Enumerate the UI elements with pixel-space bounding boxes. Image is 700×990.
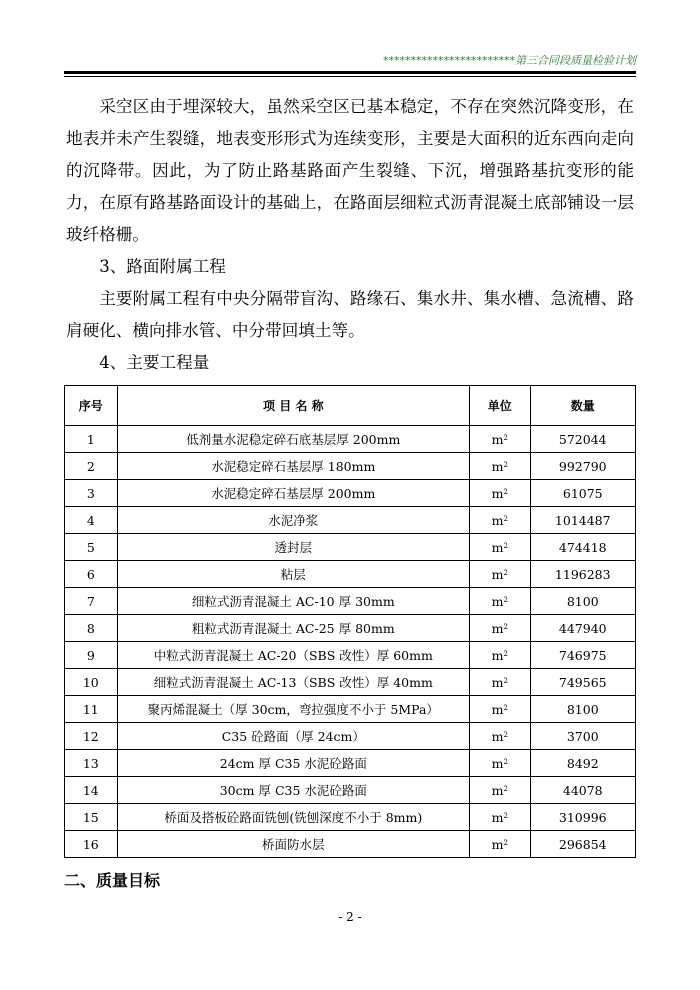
cell-qty: 44078 [530, 777, 635, 804]
cell-no: 9 [65, 642, 118, 669]
document-body [66, 91, 634, 379]
cell-unit [470, 615, 530, 642]
cell-qty: 296854 [530, 831, 635, 858]
cell-qty: 8492 [530, 750, 635, 777]
cell-qty: 61075 [530, 480, 635, 507]
unit-base: m [491, 728, 504, 744]
unit-superscript: 2 [503, 622, 508, 631]
table-row [65, 804, 636, 831]
cell-name: 聚丙烯混凝土（厚 30cm，弯拉强度不小于 5MPa） [117, 696, 469, 723]
cell-qty: 746975 [530, 642, 635, 669]
cell-no: 4 [65, 507, 118, 534]
cell-unit [470, 588, 530, 615]
cell-name: 细粒式沥青混凝土 AC-10 厚 30mm [117, 588, 469, 615]
cell-name: C35 砼路面（厚 24cm） [117, 723, 469, 750]
unit-superscript: 2 [503, 838, 508, 847]
cell-no: 5 [65, 534, 118, 561]
heading-main-quantities: 4、主要工程量 [99, 353, 210, 372]
cell-no: 7 [65, 588, 118, 615]
cell-qty: 572044 [530, 426, 635, 453]
cell-unit [470, 777, 530, 804]
unit-superscript: 2 [503, 487, 508, 496]
cell-no: 15 [65, 804, 118, 831]
cell-unit [470, 507, 530, 534]
paragraph-goaf: 采空区由于埋深较大，虽然采空区已基本稳定，不存在突然沉降变形，在地表并未产生裂缝，地表变形形式为连续变形，主要是大面积的近东西向走向的沉降带。因此，为了防止路基路面产生裂缝、下沉，增强路基抗变形的能力，在原有路基路面设计的基础上，在路面层细粒式沥青混凝土底部铺设一层玻纤格栅。 [66, 97, 634, 244]
quantities-table [64, 385, 636, 858]
page-number: - 2 - [338, 910, 362, 924]
cell-name: 低剂量水泥稳定碎石底基层厚 200mm [117, 426, 469, 453]
unit-base: m [491, 755, 504, 771]
cell-qty: 749565 [530, 669, 635, 696]
cell-unit [470, 426, 530, 453]
table-row [65, 669, 636, 696]
cell-name: 水泥稳定碎石基层厚 200mm [117, 480, 469, 507]
cell-qty: 447940 [530, 615, 635, 642]
table-row [65, 642, 636, 669]
cell-name: 中粒式沥青混凝土 AC-20（SBS 改性）厚 60mm [117, 642, 469, 669]
table-row [65, 831, 636, 858]
heading-pavement-ancillary: 3、路面附属工程 [99, 257, 226, 276]
cell-name: 24cm 厚 C35 水泥砼路面 [117, 750, 469, 777]
cell-unit [470, 453, 530, 480]
section-quality-goals-title: 二、质量目标 [64, 871, 161, 890]
unit-superscript: 2 [503, 784, 508, 793]
cell-qty: 1196283 [530, 561, 635, 588]
table-row [65, 588, 636, 615]
cell-qty: 992790 [530, 453, 635, 480]
cell-unit [470, 696, 530, 723]
header-rule-thin [64, 76, 636, 77]
cell-name: 粘层 [117, 561, 469, 588]
cell-name: 水泥净浆 [117, 507, 469, 534]
cell-no: 16 [65, 831, 118, 858]
cell-name: 粗粒式沥青混凝土 AC-25 厚 80mm [117, 615, 469, 642]
table-row [65, 534, 636, 561]
cell-unit [470, 669, 530, 696]
cell-no: 13 [65, 750, 118, 777]
unit-superscript: 2 [503, 757, 508, 766]
unit-base: m [491, 566, 504, 582]
unit-superscript: 2 [503, 460, 508, 469]
table-header-row [65, 386, 636, 426]
cell-name: 水泥稳定碎石基层厚 180mm [117, 453, 469, 480]
cell-no: 2 [65, 453, 118, 480]
unit-superscript: 2 [503, 568, 508, 577]
cell-name: 细粒式沥青混凝土 AC-13（SBS 改性）厚 40mm [117, 669, 469, 696]
col-header-unit: 单位 [470, 386, 530, 426]
cell-no: 12 [65, 723, 118, 750]
table-row [65, 723, 636, 750]
table-row [65, 561, 636, 588]
unit-base: m [491, 647, 504, 663]
unit-superscript: 2 [503, 595, 508, 604]
cell-unit [470, 804, 530, 831]
cell-unit [470, 642, 530, 669]
unit-base: m [491, 539, 504, 555]
cell-unit [470, 480, 530, 507]
cell-name: 桥面及搭板砼路面铣刨(铣刨深度不小于 8mm) [117, 804, 469, 831]
unit-superscript: 2 [503, 514, 508, 523]
table-row [65, 426, 636, 453]
unit-base: m [491, 431, 504, 447]
unit-superscript: 2 [503, 703, 508, 712]
unit-base: m [491, 458, 504, 474]
cell-name: 30cm 厚 C35 水泥砼路面 [117, 777, 469, 804]
unit-superscript: 2 [503, 730, 508, 739]
cell-qty: 1014487 [530, 507, 635, 534]
table-row [65, 615, 636, 642]
cell-no: 14 [65, 777, 118, 804]
table-row [65, 507, 636, 534]
cell-no: 1 [65, 426, 118, 453]
cell-qty: 474418 [530, 534, 635, 561]
unit-base: m [491, 512, 504, 528]
running-header: ************************第三合同段质量检验计划 [383, 54, 636, 67]
header-rule-thick [64, 71, 636, 74]
unit-base: m [491, 620, 504, 636]
paragraph-ancillary-works: 主要附属工程有中央分隔带盲沟、路缘石、集水井、集水槽、急流槽、路肩硬化、横向排水管、中分带回填土等。 [66, 289, 634, 340]
cell-unit [470, 534, 530, 561]
table-row [65, 453, 636, 480]
col-header-qty: 数量 [530, 386, 635, 426]
cell-no: 11 [65, 696, 118, 723]
table-body [65, 426, 636, 858]
cell-unit [470, 723, 530, 750]
table-row [65, 777, 636, 804]
unit-base: m [491, 782, 504, 798]
unit-base: m [491, 836, 504, 852]
unit-superscript: 2 [503, 649, 508, 658]
cell-name: 透封层 [117, 534, 469, 561]
unit-base: m [491, 485, 504, 501]
unit-superscript: 2 [503, 676, 508, 685]
table-row [65, 696, 636, 723]
cell-unit [470, 561, 530, 588]
unit-base: m [491, 593, 504, 609]
unit-base: m [491, 809, 504, 825]
cell-no: 3 [65, 480, 118, 507]
cell-qty: 8100 [530, 696, 635, 723]
cell-name: 桥面防水层 [117, 831, 469, 858]
cell-qty: 310996 [530, 804, 635, 831]
cell-qty: 8100 [530, 588, 635, 615]
cell-no: 10 [65, 669, 118, 696]
cell-qty: 3700 [530, 723, 635, 750]
unit-base: m [491, 674, 504, 690]
unit-base: m [491, 701, 504, 717]
table-row [65, 480, 636, 507]
unit-superscript: 2 [503, 433, 508, 442]
cell-unit [470, 750, 530, 777]
unit-superscript: 2 [503, 811, 508, 820]
col-header-name: 项 目 名 称 [117, 386, 469, 426]
cell-no: 6 [65, 561, 118, 588]
cell-no: 8 [65, 615, 118, 642]
table-row [65, 750, 636, 777]
unit-superscript: 2 [503, 541, 508, 550]
cell-unit [470, 831, 530, 858]
col-header-no: 序号 [65, 386, 118, 426]
